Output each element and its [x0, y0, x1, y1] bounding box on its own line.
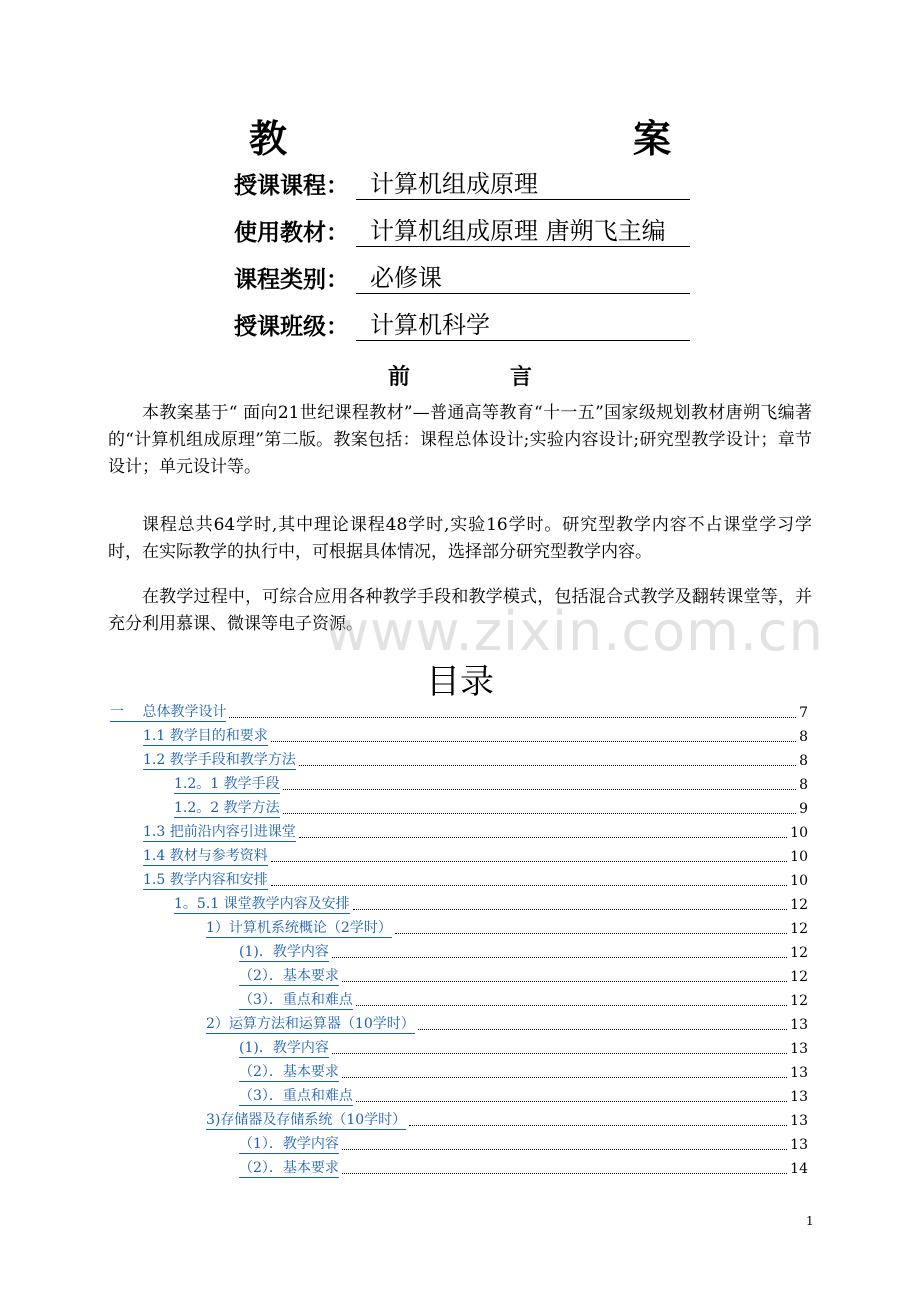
- toc-entry[interactable]: [206, 1014, 808, 1034]
- preface-paragraph: 在教学过程中，可综合应用各种教学手段和教学模式，包括混合式教学及翻转课堂等，并充分利用慕课、微课等电子资源。: [108, 587, 812, 634]
- toc-link[interactable]: 1.1 教学目的和要求: [143, 728, 268, 744]
- toc-leader-dots: [353, 909, 788, 910]
- toc-leader-dots: [356, 1101, 787, 1102]
- toc-link[interactable]: (1)．教学内容: [239, 944, 329, 960]
- toc-page-number: 13: [790, 1041, 808, 1057]
- toc-page-number: 13: [790, 1137, 808, 1153]
- toc-page-number: 12: [790, 921, 808, 937]
- toc-leader-dots: [418, 1029, 787, 1030]
- toc-leader-dots: [299, 765, 796, 766]
- info-row-textbook: [234, 207, 690, 247]
- toc-page-number: 10: [790, 825, 808, 841]
- info-value: 必修课: [356, 263, 690, 294]
- toc-link[interactable]: 1.5 教学内容和安排: [143, 872, 268, 888]
- toc-link[interactable]: 1。5.1 课堂教学内容及安排: [174, 896, 350, 912]
- toc-entry[interactable]: [110, 702, 808, 722]
- toc-leader-dots: [342, 981, 787, 982]
- toc-page-number: 12: [790, 897, 808, 913]
- toc-leader-dots: [395, 933, 787, 934]
- toc-page-number: 10: [790, 873, 808, 889]
- toc-page-number: 13: [790, 1113, 808, 1129]
- toc-leader-dots: [342, 1173, 787, 1174]
- toc-entry[interactable]: [143, 846, 808, 866]
- toc-entry[interactable]: [174, 798, 808, 818]
- toc-page-number: 8: [799, 777, 808, 793]
- toc-leader-dots: [299, 837, 787, 838]
- toc-leader-dots: [342, 1077, 787, 1078]
- toc-page-number: 13: [790, 1065, 808, 1081]
- info-row-class: [234, 301, 690, 341]
- toc-page-number: 9: [799, 801, 808, 817]
- toc-link[interactable]: （1）．教学内容: [239, 1136, 339, 1152]
- toc-entry[interactable]: [143, 870, 808, 890]
- info-value: 计算机组成原理 唐朔飞主编: [356, 216, 690, 247]
- toc-link[interactable]: (1)．教学内容: [239, 1040, 329, 1056]
- toc-page-number: 7: [799, 705, 808, 721]
- toc-link[interactable]: 1）计算机系统概论（2学时）: [206, 920, 392, 936]
- toc-entry[interactable]: [143, 822, 808, 842]
- toc-entry[interactable]: [143, 750, 808, 770]
- toc-link[interactable]: 1.4 教材与参考资料: [143, 848, 268, 864]
- toc-entry[interactable]: [239, 1086, 808, 1106]
- info-label: 课程类别：: [234, 267, 349, 293]
- toc-link[interactable]: （3）．重点和难点: [239, 1088, 353, 1104]
- toc-leader-dots: [283, 813, 796, 814]
- toc-link[interactable]: （2）．基本要求: [239, 1160, 339, 1176]
- toc-link[interactable]: （3）．重点和难点: [239, 992, 353, 1008]
- info-label: 使用教材：: [234, 220, 349, 246]
- toc-page-number: 8: [799, 729, 808, 745]
- toc-entry[interactable]: [206, 1110, 808, 1130]
- toc-entry[interactable]: [174, 894, 808, 914]
- toc-leader-dots: [332, 1053, 787, 1054]
- preface-paragraph: 本教案基于“ 面向21世纪课程教材”—普通高等教育“十一五”国家级规划教材唐朔飞编著的“计算机组成原理”第二版。教案包括：课程总体设计;实验内容设计;研究型教学设计；章节设计；单元设计等。: [108, 403, 812, 477]
- toc-link[interactable]: 1.2。2 教学方法: [174, 800, 280, 816]
- toc-entry[interactable]: [239, 990, 808, 1010]
- toc-page-number: 10: [790, 849, 808, 865]
- toc-page-number: 13: [790, 1017, 808, 1033]
- document-title: 教 案: [248, 116, 761, 161]
- toc-leader-dots: [229, 717, 796, 718]
- toc-leader-dots: [271, 741, 796, 742]
- toc-leader-dots: [409, 1125, 787, 1126]
- toc-leader-dots: [332, 957, 787, 958]
- page-number: 1: [806, 1214, 814, 1228]
- toc-entry[interactable]: [239, 1158, 808, 1178]
- toc-leader-dots: [283, 789, 796, 790]
- toc-entry[interactable]: [239, 1062, 808, 1082]
- info-label: 授课课程：: [234, 173, 349, 199]
- toc-page-number: 12: [790, 945, 808, 961]
- preface-paragraph: 课程总共64学时,其中理论课程48学时,实验16学时。研究型教学内容不占课堂学习学时，在实际教学的执行中，可根据具体情况，选择部分研究型教学内容。: [108, 515, 812, 562]
- toc-leader-dots: [342, 1149, 787, 1150]
- info-row-category: [234, 254, 690, 294]
- info-value: 计算机科学: [356, 310, 690, 341]
- toc-leader-dots: [271, 885, 787, 886]
- toc-link[interactable]: 1.2。1 教学手段: [174, 776, 280, 792]
- toc-page-number: 8: [799, 753, 808, 769]
- toc-entry[interactable]: [239, 1134, 808, 1154]
- toc-leader-dots: [271, 861, 787, 862]
- toc-entry[interactable]: [239, 966, 808, 986]
- toc-leader-dots: [356, 1005, 787, 1006]
- toc-page-number: 12: [790, 993, 808, 1009]
- watermark-text: www.zixin.com.cn: [325, 600, 824, 663]
- toc-link[interactable]: （2）．基本要求: [239, 1064, 339, 1080]
- toc-link[interactable]: 1.2 教学手段和教学方法: [143, 752, 296, 768]
- toc-entry[interactable]: [239, 1038, 808, 1058]
- info-row-course: [234, 160, 690, 200]
- toc-entry[interactable]: [239, 942, 808, 962]
- info-value: 计算机组成原理: [356, 169, 690, 200]
- toc-link[interactable]: （2）．基本要求: [239, 968, 339, 984]
- preface-heading: 前言: [387, 365, 632, 390]
- toc-entry[interactable]: [174, 774, 808, 794]
- toc-link[interactable]: 3)存储器及存储系统（10学时）: [206, 1112, 407, 1128]
- toc-entry[interactable]: [206, 918, 808, 938]
- toc-page-number: 14: [790, 1161, 808, 1177]
- toc-link[interactable]: 2）运算方法和运算器（10学时）: [206, 1016, 415, 1032]
- toc-heading: 目录: [426, 662, 494, 702]
- toc-page-number: 13: [790, 1089, 808, 1105]
- info-label: 授课班级：: [234, 314, 349, 340]
- toc-link[interactable]: 1.3 把前沿内容引进课堂: [143, 824, 296, 840]
- toc-page-number: 12: [790, 969, 808, 985]
- toc-link[interactable]: 一 总体教学设计: [110, 704, 227, 720]
- toc-entry[interactable]: [143, 726, 808, 746]
